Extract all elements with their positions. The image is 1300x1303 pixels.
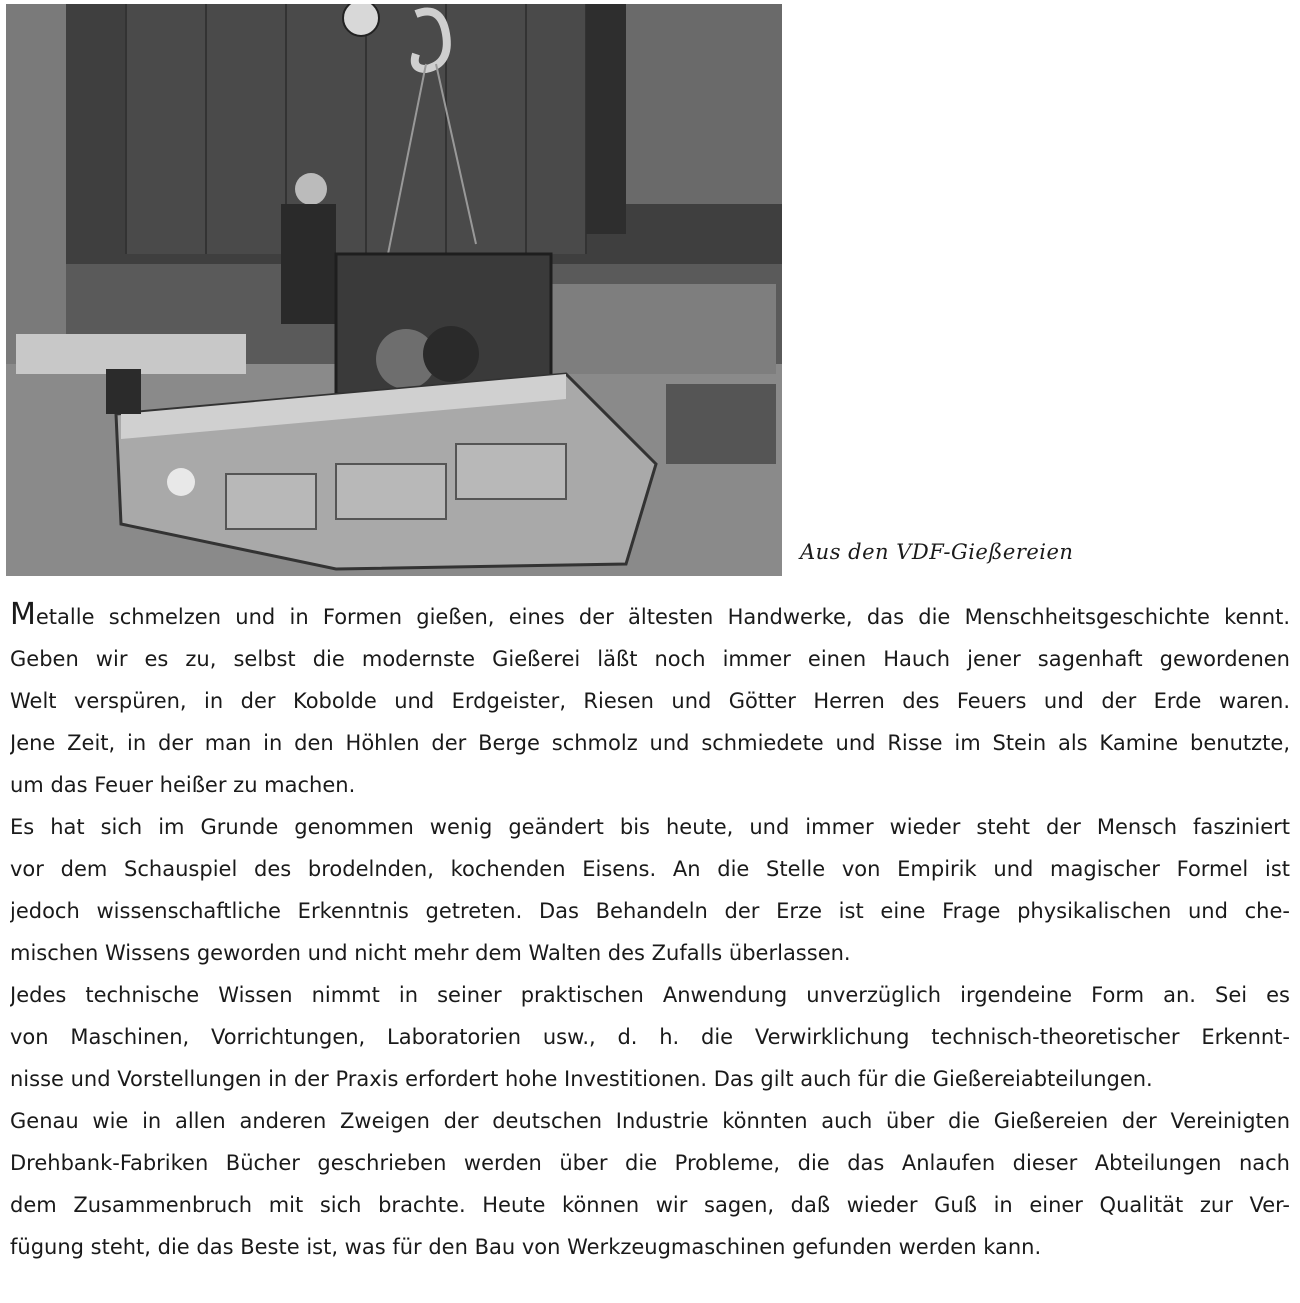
- text-line: Genau wie in allen anderen Zweigen der deutschen Industrie könnten auch über die Gießereien der Vereinigten: [10, 1109, 1290, 1133]
- text-line: Es hat sich im Grunde genommen wenig geändert bis heute, und immer wieder steht der Mensch fasziniert: [10, 815, 1290, 839]
- drop-cap: M: [10, 597, 36, 632]
- photo-caption: Aus den VDF-Gießereien: [800, 540, 1074, 564]
- article-body: [10, 596, 1290, 1268]
- text-line: fügung steht, die das Beste ist, was für den Bau von Werkzeugmaschinen gefunden werden kann.: [10, 1235, 1042, 1259]
- text-line: von Maschinen, Vorrichtungen, Laboratorien usw., d. h. die Verwirklichung technisch-theoretischer Erkennt-: [10, 1025, 1290, 1049]
- text-line: mischen Wissens geworden und nicht mehr dem Walten des Zufalls überlassen.: [10, 941, 851, 965]
- foundry-photo-icon: [6, 4, 782, 576]
- foundry-photo: [6, 4, 782, 576]
- text-line: jedoch wissenschaftliche Erkenntnis getreten. Das Behandeln der Erze ist eine Frage physikalischen und che-: [10, 899, 1290, 923]
- text-line: Geben wir es zu, selbst die modernste Gießerei läßt noch immer einen Hauch jener sagenhaft gewordenen: [10, 647, 1290, 671]
- text-line: Metalle schmelzen und in Formen gießen, eines der ältesten Handwerke, das die Menschheitsgeschichte kennt.: [10, 597, 1290, 632]
- text-line: vor dem Schauspiel des brodelnden, kochenden Eisens. An die Stelle von Empirik und magischer Formel ist: [10, 857, 1290, 881]
- text-line: Jene Zeit, in der man in den Höhlen der Berge schmolz und schmiedete und Risse im Stein als Kamine benutzte,: [10, 731, 1290, 755]
- text-line: dem Zusammenbruch mit sich brachte. Heute können wir sagen, daß wieder Guß in einer Qualität zur Ver-: [10, 1193, 1290, 1217]
- text-line: Jedes technische Wissen nimmt in seiner praktischen Anwendung unverzüglich irgendeine Form an. Sei es: [10, 983, 1290, 1007]
- text-line: Welt verspüren, in der Kobolde und Erdgeister, Riesen und Götter Herren des Feuers und der Erde waren.: [10, 689, 1290, 713]
- text-line: um das Feuer heißer zu machen.: [10, 773, 356, 797]
- text-line: Drehbank-Fabriken Bücher geschrieben werden über die Probleme, die das Anlaufen dieser Abteilungen nach: [10, 1151, 1290, 1175]
- text-line: nisse und Vorstellungen in der Praxis erfordert hohe Investitionen. Das gilt auch für die Gießereiabteilungen.: [10, 1067, 1153, 1091]
